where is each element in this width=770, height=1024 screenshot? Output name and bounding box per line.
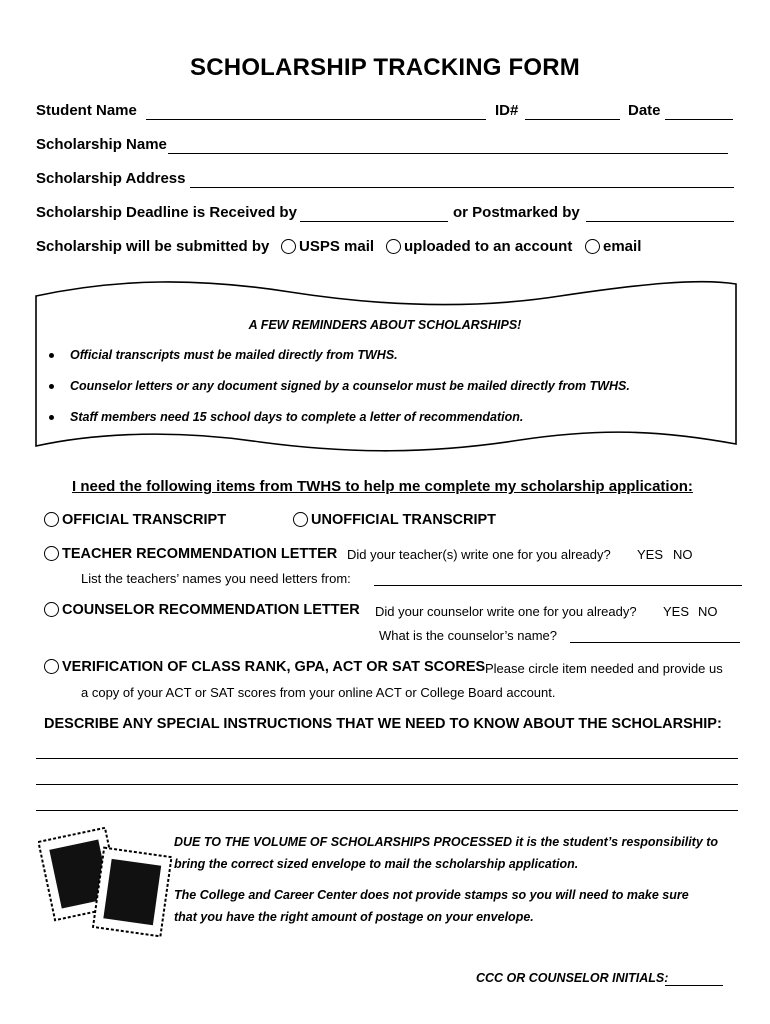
reminders-box [0,270,770,460]
scholarship-name-label: Scholarship Name [36,136,167,153]
option-unofficial-transcript[interactable]: UNOFFICIAL TRANSCRIPT [293,512,496,528]
special-instructions-line[interactable] [36,810,738,811]
radio-verification[interactable] [44,659,59,674]
deadline-label: Scholarship Deadline is Received by [36,204,297,221]
option-email[interactable]: email [585,238,641,255]
counselor-question: Did your counselor write one for you already? [375,604,637,619]
date-field[interactable] [665,119,733,120]
radio-usps[interactable] [281,239,296,254]
notice-line: The College and Career Center does not provide stamps so you will need to make sure [174,888,689,902]
scholarship-name-field[interactable] [168,153,728,154]
radio-counselor-letter[interactable] [44,602,59,617]
radio-official-transcript[interactable] [44,512,59,527]
bullet [49,415,54,420]
counselor-no[interactable]: NO [698,604,718,619]
notice-line: that you have the right amount of postage on your envelope. [174,910,534,924]
id-label: ID# [495,102,519,119]
option-uploaded[interactable]: uploaded to an account [386,238,572,255]
special-instructions-heading: DESCRIBE ANY SPECIAL INSTRUCTIONS THAT WE NEED TO KNOW ABOUT THE SCHOLARSHIP: [44,716,722,732]
date-label: Date [628,102,661,119]
option-verification[interactable]: VERIFICATION OF CLASS RANK, GPA, ACT OR SAT SCORES [44,659,485,675]
initials-label: CCC OR COUNSELOR INITIALS: [476,971,669,985]
counselor-name-field[interactable] [570,642,740,643]
reminder-item: Counselor letters or any document signed by a counselor must be mailed directly from TWHS. [70,379,630,393]
option-usps[interactable]: USPS mail [281,238,374,255]
items-heading: I need the following items from TWHS to help me complete my scholarship application: [72,478,693,495]
radio-unofficial-transcript[interactable] [293,512,308,527]
verification-note-cont: a copy of your ACT or SAT scores from your online ACT or College Board account. [81,685,556,700]
option-counselor-letter[interactable]: COUNSELOR RECOMMENDATION LETTER [44,602,360,618]
deadline-field[interactable] [300,221,448,222]
postmarked-field[interactable] [586,221,734,222]
notice-line: DUE TO THE VOLUME OF SCHOLARSHIPS PROCESSED it is the student’s responsibility to [174,835,719,849]
scholarship-address-label: Scholarship Address [36,170,186,187]
counselor-name-label: What is the counselor’s name? [379,628,558,643]
reminder-item: Staff members need 15 school days to complete a letter of recommendation. [70,410,524,424]
bullet [49,384,54,389]
teacher-names-field[interactable] [374,585,742,586]
counselor-yes[interactable]: YES [663,604,690,619]
notice-line: bring the correct sized envelope to mail the scholarship application. [174,857,579,871]
scholarship-address-field[interactable] [190,187,734,188]
submitted-by-label: Scholarship will be submitted by [36,238,270,255]
option-teacher-letter[interactable]: TEACHER RECOMMENDATION LETTER [44,546,337,562]
teacher-yes[interactable]: YES [637,547,664,562]
postage-stamps-icon [38,822,173,937]
bullet [49,353,54,358]
postmarked-label: or Postmarked by [453,204,580,221]
teacher-names-label: List the teachers’ names you need letters from: [81,571,351,586]
radio-email[interactable] [585,239,600,254]
reminders-heading: A FEW REMINDERS ABOUT SCHOLARSHIPS! [248,318,522,332]
reminder-item: Official transcripts must be mailed directly from TWHS. [70,348,398,362]
teacher-question: Did your teacher(s) write one for you already? [347,547,611,562]
verification-note: Please circle item needed and provide us [485,661,723,676]
special-instructions-line[interactable] [36,758,738,759]
radio-uploaded[interactable] [386,239,401,254]
student-name-label: Student Name [36,102,137,119]
option-official-transcript[interactable]: OFFICIAL TRANSCRIPT [44,512,226,528]
radio-teacher-letter[interactable] [44,546,59,561]
teacher-no[interactable]: NO [673,547,693,562]
student-name-field[interactable] [146,119,486,120]
initials-field[interactable] [665,985,723,986]
id-field[interactable] [525,119,620,120]
page-title: SCHOLARSHIP TRACKING FORM [190,54,580,81]
special-instructions-line[interactable] [36,784,738,785]
